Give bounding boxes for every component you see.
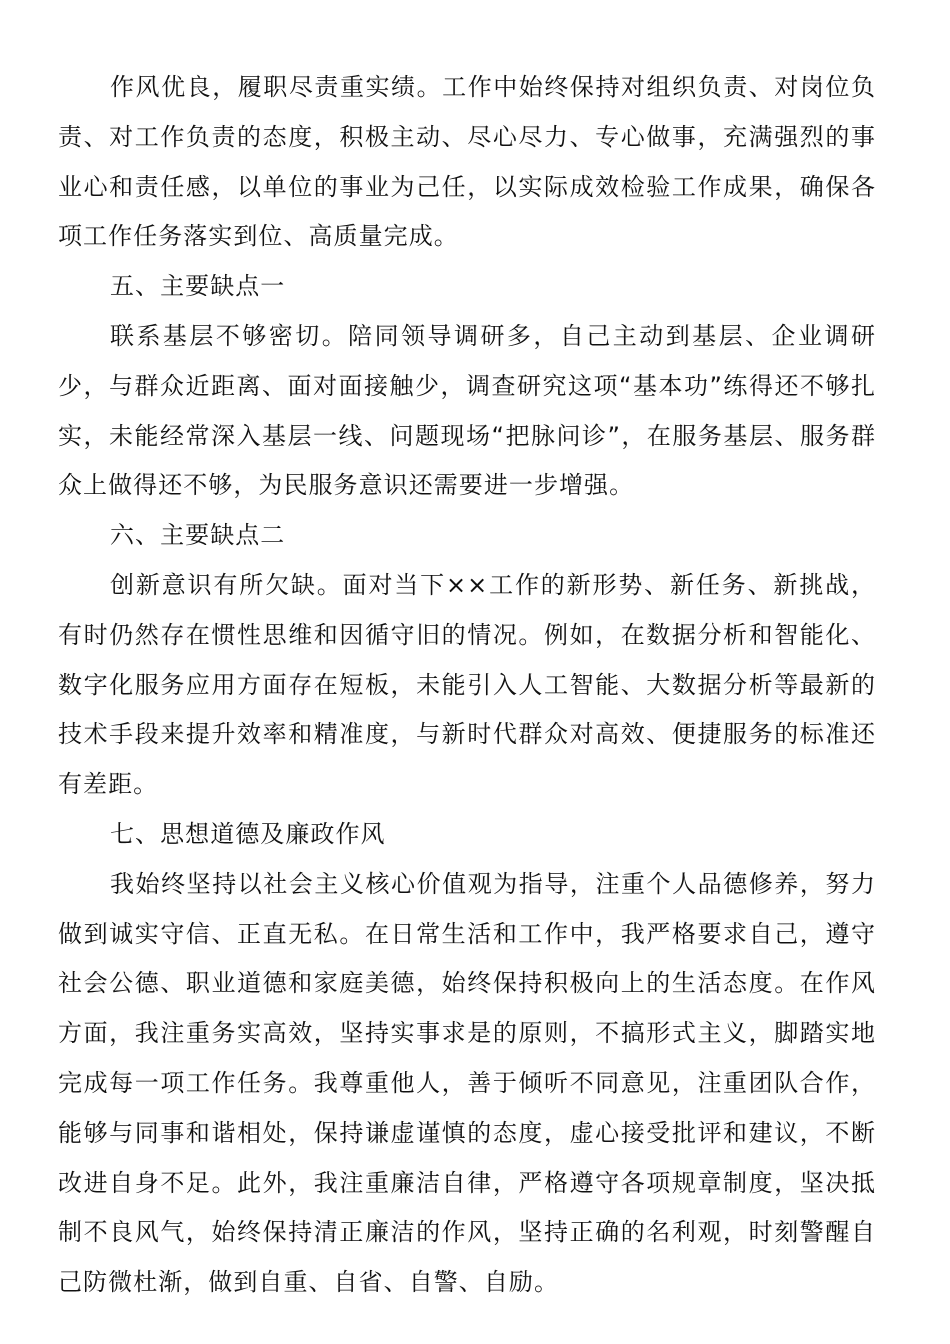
- document-page: [58, 63, 876, 1308]
- paragraph-shortcoming-one: 联系基层不够密切。陪同领导调研多，自己主动到基层、企业调研少，与群众近距离、面对面接触少，调查研究这项“基本功”练得还不够扎实，未能经常深入基层一线、问题现场“把脉问诊”，在服务基层、服务群众上做得还不够，为民服务意识还需要进一步增强。: [58, 321, 876, 500]
- heading-ethics-integrity: 七、思想道德及廉政作风: [110, 819, 386, 848]
- paragraph-work-style: 作风优良，履职尽责重实绩。工作中始终保持对组织负责、对岗位负责、对工作负责的态度，积极主动、尽心尽力、专心做事，充满强烈的事业心和责任感，以单位的事业为己任，以实际成效检验工作成果，确保各项工作任务落实到位、高质量完成。: [58, 73, 876, 251]
- heading-shortcoming-one: 五、主要缺点一: [110, 272, 286, 301]
- heading-shortcoming-two: 六、主要缺点二: [110, 521, 286, 550]
- paragraph-ethics-integrity: 我始终坚持以社会主义核心价值观为指导，注重个人品德修养，努力做到诚实守信、正直无私。在日常生活和工作中，我严格要求自己，遵守社会公德、职业道德和家庭美德，始终保持积极向上的生活态度。在作风方面，我注重务实高效，坚持实事求是的原则，不搞形式主义，脚踏实地完成每一项工作任务。我尊重他人，善于倾听不同意见，注重团队合作，能够与同事和谐相处，保持谦虚谨慎的态度，虚心接受批评和建议，不断改进自身不足。此外，我注重廉洁自律，严格遵守各项规章制度，坚决抵制不良风气，始终保持清正廉洁的作风，坚持正确的名利观，时刻警醒自己防微杜渐，做到自重、自省、自警、自励。: [58, 869, 876, 1297]
- paragraph-shortcoming-two: 创新意识有所欠缺。面对当下××工作的新形势、新任务、新挑战，有时仍然存在惯性思维和因循守旧的情况。例如，在数据分析和智能化、数字化服务应用方面存在短板，未能引入人工智能、大数据分析等最新的技术手段来提升效率和精准度，与新时代群众对高效、便捷服务的标准还有差距。: [58, 570, 876, 799]
